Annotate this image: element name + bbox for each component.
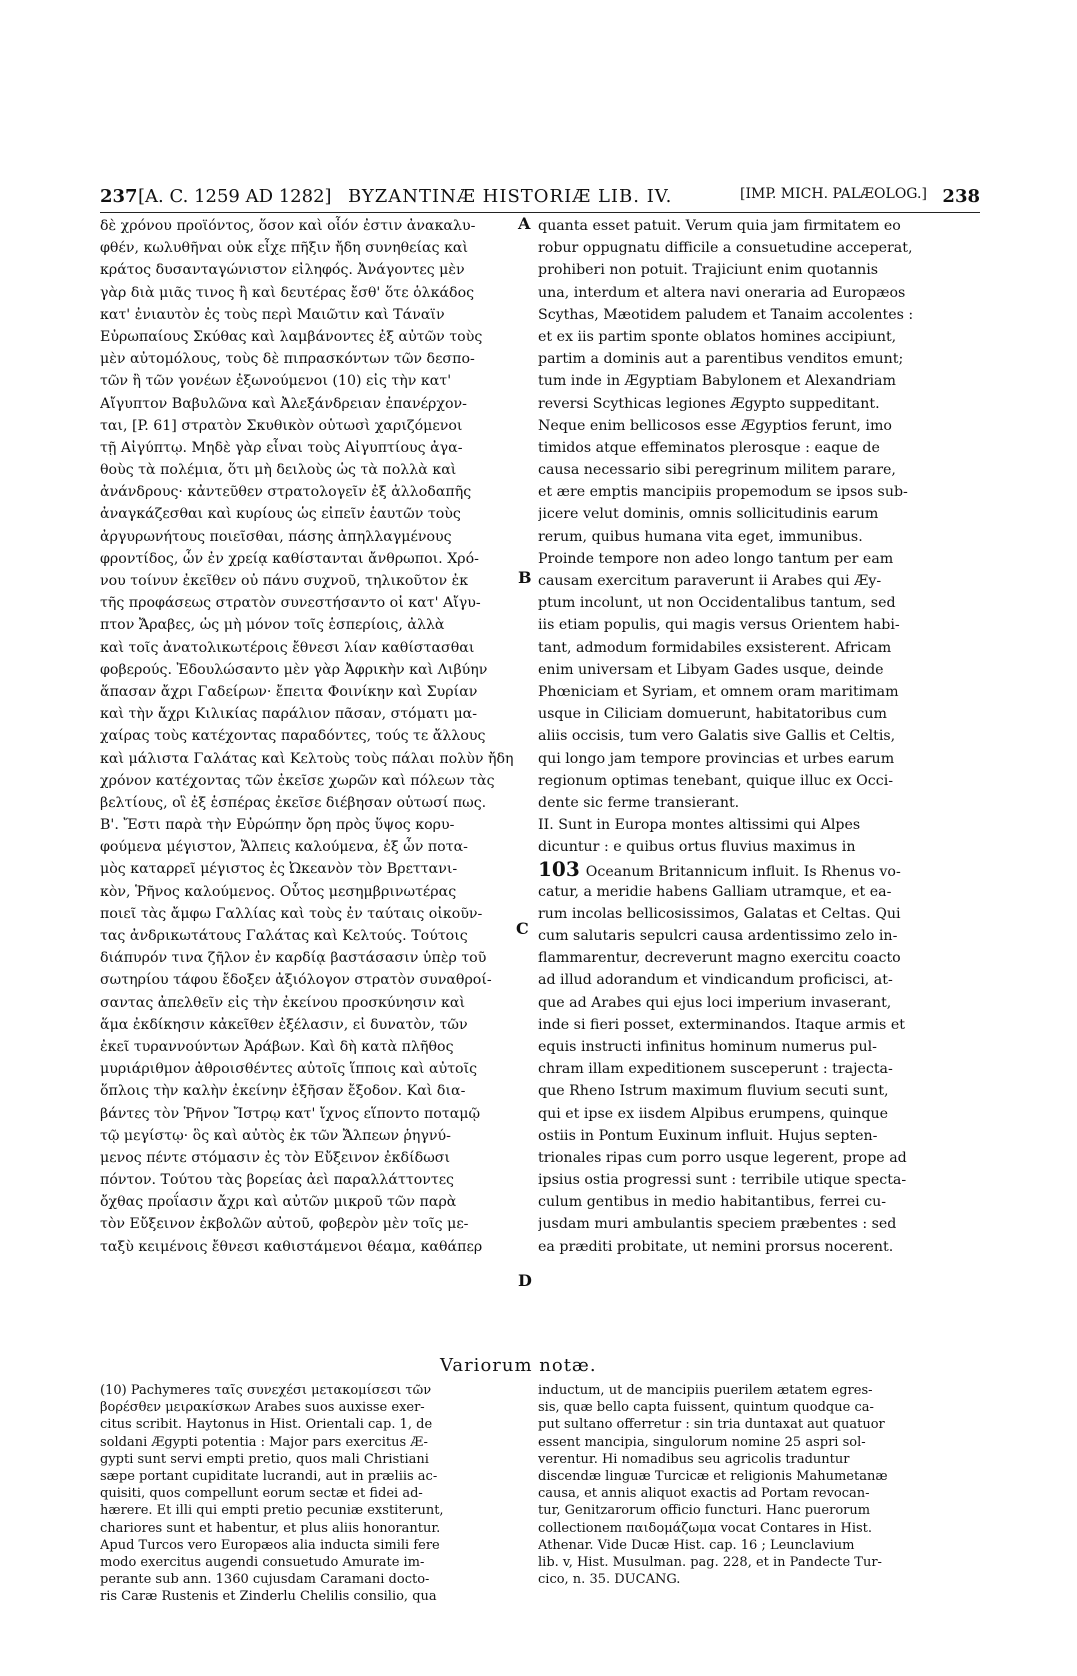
greek-text-line: τῶν ἢ τῶν γονέων ἐξωνούμενοι (10) εἰς τὴν κατ' [100, 373, 452, 390]
greek-text-line: ὄχθας προΐασιν ἄχρι καὶ αὐτῶν μικροῦ τῶν παρὰ [100, 1194, 457, 1211]
latin-text-line: jicere velut dominis, omnis sollicitudinis earum [538, 506, 879, 523]
footnote-line: inductum, ut de mancipiis puerilem ætatem egres- [538, 1383, 873, 1398]
latin-text-line: dente sic ferme transierant. [538, 794, 740, 811]
greek-text-line: χαίρας τοὺς κατέχοντας παραδόντες, τούς τε ἄλλους [100, 728, 486, 745]
running-title: BYZANTINÆ HISTORIÆ LIB. IV. [348, 186, 673, 207]
latin-text-line: chram illam expeditionem susceperunt : trajecta- [538, 1061, 893, 1078]
footnote-line: gypti sunt servi empti pretio, quos mali Christiani [100, 1451, 429, 1467]
latin-text-line: quanta esset patuit. Verum quia jam firmitatem eo [538, 218, 901, 234]
greek-text-line: νου τοίνυν ἐκεῖθεν οὐ πάνυ συχνοῦ, τηλικοῦτον ἐκ [100, 573, 469, 589]
latin-text-line: Scythas, Mæotidem paludem et Tanaim accolentes : [538, 306, 914, 323]
footnote-line: essent mancipia, singulorum nomine 25 aspri sol- [538, 1434, 866, 1450]
greek-text-line: φούμενα μέγιστον, Ἄλπεις καλούμενα, ἐξ ὧν ποτα- [100, 839, 468, 856]
margin-marker-a: A [518, 214, 531, 233]
greek-text-line: καὶ τοῖς ἀνατολικωτέροις ἔθνεσι λίαν καθίστασθαι [100, 639, 475, 656]
greek-text-line: φοβερούς. Ἐδουλώσαντο μὲν γὰρ Ἀφρικὴν καὶ Λιβύην [100, 661, 488, 678]
greek-text-line: Αἴγυπτον Βαβυλῶνα καὶ Ἀλεξάνδρειαν ἐπανέρχον- [100, 395, 467, 412]
greek-text-line: θοὺς τὰ πολέμια, ὅτι μὴ δειλοὺς ὡς τὰ πολλὰ καὶ [100, 462, 457, 479]
latin-text-line: dicuntur : e quibus ortus fluvius maximus in [538, 839, 856, 856]
margin-marker-d: D [518, 1271, 532, 1290]
emperor-label: [IMP. MICH. PALÆOLOG.] [740, 186, 927, 202]
latin-text-line: 103 Oceanum Britannicum influit. Is Rhenus vo- [538, 857, 901, 882]
latin-text-line: et ære emptis mancipiis propemodum se ipsos sub- [538, 484, 908, 501]
latin-text-line: timidos atque effeminatos plerosque : eaque de [538, 439, 880, 456]
footnote-line: perante sub ann. 1360 cujusdam Caramani docto- [100, 1572, 430, 1588]
greek-text-line: καὶ μάλιστα Γαλάτας καὶ Κελτοὺς τοὺς πάλαι πολὺν ἤδη [100, 750, 514, 767]
footnote-line: βορέσθεν μειρακίσκων Arabes suos auxisse exer- [100, 1400, 425, 1416]
latin-text-line: una, interdum et altera navi oneraria ad Europæos [538, 284, 906, 301]
footnote-line: (10) Pachymeres ταῖς συνεχέσι μετακομίσεσι τῶν [100, 1383, 432, 1398]
greek-text-line: δὲ χρόνου προϊόντος, ὅσον καὶ οἷόν ἐστιν ἀνακαλυ- [100, 218, 476, 234]
greek-text-line: ἀργυρωνήτους ποιεῖσθαι, πάσης ἀπηλλαγμένους [100, 528, 452, 545]
greek-text-line: ταξὺ κειμένοις ἔθνεσι καθιστάμενοι θέαμα, καθάπερ [100, 1238, 483, 1255]
latin-text-line: culum gentibus in medio habitantibus, ferrei cu- [538, 1194, 887, 1211]
greek-text-line: τας ἀνδρικωτάτους Γαλάτας καὶ Κελτούς. Τούτοις [100, 928, 468, 944]
greek-text-line: γὰρ διὰ μιᾶς τινος ἢ καὶ δευτέρας ἔσθ' ὅτε ὁλκάδος [100, 284, 475, 301]
latin-text-line: regionum optimas tenebant, quique illuc ex Occi- [538, 772, 894, 789]
notes-heading: Variorum notæ. [440, 1355, 597, 1376]
greek-text-line: τῇ Αἰγύπτῳ. Μηδὲ γὰρ εἶναι τοὺς Αἰγυπτίους ἀγα- [100, 439, 463, 456]
latin-text-line: qui et ipse ex iisdem Alpibus erumpens, quinque [538, 1105, 888, 1122]
latin-text-line: Neque enim bellicosos esse Ægyptios ferunt, imo [538, 417, 892, 434]
greek-text-line: μενος πέντε στόμασιν ἐς τὸν Εὔξεινον ἐκδίδωσι [100, 1149, 451, 1166]
footnote-line: modo exercitus augendi consuetudo Amurate im- [100, 1554, 425, 1570]
footnote-line: cico, n. 35. DUCANG. [538, 1572, 681, 1588]
latin-text-line: Proinde tempore non adeo longo tantum per eam [538, 550, 894, 567]
latin-text-line: robur oppugnatu difficile a consuetudine acceperat, [538, 240, 913, 257]
footnotes-right-column [538, 1382, 978, 1588]
greek-text-line: ἐκεῖ τυραννούντων Ἀράβων. Καὶ δὴ κατὰ πλῆθος [100, 1038, 454, 1055]
footnote-line: causa, et annis aliquot exactis ad Portam revocan- [538, 1486, 870, 1502]
footnote-line: chariores sunt et habentur, et plus aliis honorantur. [100, 1520, 441, 1536]
latin-text-line: tum inde in Ægyptiam Babylonem et Alexandriam [538, 373, 896, 390]
latin-text-line: jusdam muri ambulantis speciem præbentes : sed [538, 1216, 897, 1233]
greek-text-line: ἀναγκάζεσθαι καὶ κυρίους ὡς εἰπεῖν ἑαυτῶν τοὺς [100, 506, 461, 523]
greek-text-line: ἅπασαν ἄχρι Γαδείρων· ἔπειτα Φοινίκην καὶ Συρίαν [100, 683, 478, 700]
footnote-line: citus scribit. Haytonus in Hist. Orientali cap. 1, de [100, 1417, 433, 1433]
latin-text-line: cum salutaris sepulcri causa ardentissimo zelo in- [538, 928, 898, 944]
greek-text-line: καὶ τὴν ἄχρι Κιλικίας παράλιον πᾶσαν, στόματι μα- [100, 706, 478, 723]
latin-text-line: causam exercitum paraverunt ii Arabes qui Æy- [538, 573, 882, 589]
latin-text-line: II. Sunt in Europa montes altissimi qui Alpes [538, 817, 861, 834]
footnote-line: sæpe portant cupiditate lucrandi, aut in præliis ac- [100, 1468, 438, 1484]
latin-text-line: ptum incolunt, ut non Occidentalibus tantum, sed [538, 595, 896, 612]
footnote-line: Athenar. Vide Ducæ Hist. cap. 16 ; Leunclavium [538, 1537, 855, 1553]
greek-text-line: σαντας ἀπελθεῖν εἰς τὴν ἐκείνου προσκύνησιν καὶ [100, 994, 466, 1011]
footnotes-left-column [100, 1382, 525, 1605]
latin-text-line: ea præditi probitate, ut nemini prorsus nocerent. [538, 1238, 894, 1255]
greek-text-line: ἅμα ἐκδίκησιν κἀκεῖθεν ἐξέλασιν, εἰ δυνατὸν, τῶν [100, 1016, 468, 1033]
greek-text-line: τῷ μεγίστῳ· ὃς καὶ αὐτὸς ἐκ τῶν Ἄλπεων ῥηγνύ- [100, 1127, 451, 1144]
latin-text-line: trionales ripas cum porro usque legerent, prope ad [538, 1149, 907, 1166]
latin-text-line: que ad Arabes qui ejus loci imperium invaserant, [538, 994, 892, 1011]
greek-text-line: ται, [P. 61] στρατὸν Σκυθικὸν οὑτωσὶ χαριζόμενοι [100, 417, 463, 434]
latin-text-column [538, 215, 978, 1258]
latin-text-line: ostiis in Pontum Euxinum influit. Hujus septen- [538, 1127, 878, 1144]
page-number-right: 238 [942, 186, 980, 207]
footnote-line: lib. v, Hist. Musulman. pag. 228, et in Pandecte Tur- [538, 1554, 882, 1570]
greek-text-line: μυριάριθμον ἀθροισθέντες αὐτοῖς ἵπποις καὶ αὐτοῖς [100, 1061, 478, 1078]
greek-text-line: πόντον. Τούτου τὰς βορείας ἀεὶ παραλλάττοντες [100, 1172, 455, 1189]
latin-text-line: que Rheno Istrum maximum fluvium secuti sunt, [538, 1083, 889, 1100]
footnote-line: put sultano offerretur : sin tria duntaxat aut quatuor [538, 1417, 885, 1433]
latin-text-line: usque in Ciliciam domuerunt, habitatoribus cum [538, 706, 887, 723]
latin-text-line: enim universam et Libyam Gades usque, deinde [538, 661, 884, 678]
latin-text-line: ad illud adorandum et vindicandum proficisci, at- [538, 972, 893, 989]
greek-text-line: μὸς καταρρεῖ μέγιστος ἐς Ὠκεανὸν τὸν Βρεττανι- [100, 861, 458, 878]
page-number-left: 237 [100, 186, 138, 207]
greek-text-line: κὸν, Ῥῆνος καλούμενος. Οὗτος μεσημβρινωτέρας [100, 883, 457, 900]
greek-text-line: χρόνον κατέχοντας τῶν ἐκεῖσε χωρῶν καὶ πόλεων τὰς [100, 772, 495, 789]
latin-text-line: iis etiam populis, qui magis versus Orientem habi- [538, 617, 900, 634]
greek-text-line: ὅπλοις τὴν καλὴν ἐκείνην ἐξῆσαν ἔξοδον. Καὶ δια- [100, 1083, 466, 1100]
greek-text-line: τὸν Εὔξεινον ἐκβολῶν αὐτοῦ, φοβερὸν μὲν τοῖς με- [100, 1216, 469, 1233]
footnote-line: ris Caræ Rustenis et Zinderlu Chelilis consilio, qua [100, 1589, 437, 1605]
greek-text-line: βελτίους, οἳ ἐξ ἑσπέρας ἐκεῖσε διέβησαν οὑτωσί πως. [100, 794, 487, 811]
running-header [100, 184, 980, 213]
margin-marker-c: C [516, 919, 529, 938]
footnote-line: tur, Genitzarorum officio functuri. Hanc puerorum [538, 1503, 871, 1519]
footnote-line: sis, quæ bello capta fuissent, quintum quodque ca- [538, 1400, 874, 1416]
greek-text-line: τῆς προφάσεως στρατὸν συνεστήσαντο οἱ κατ' Αἴγυ- [100, 595, 481, 612]
date-range: [A. C. 1259 AD 1282] [138, 186, 332, 207]
greek-text-line: φροντίδος, ὧν ἐν χρείᾳ καθίστανται ἄνθρωποι. Χρό- [100, 550, 479, 567]
greek-text-line: μὲν αὐτομόλους, τοὺς δὲ πιπρασκόντων τῶν δεσπο- [100, 351, 475, 368]
latin-text-line: flammarentur, decreverunt magno exercitu coacto [538, 950, 901, 967]
greek-text-line: Εὐρωπαίους Σκύθας καὶ λαμβάνοντες ἐξ αὐτῶν τοὺς [100, 328, 483, 345]
greek-text-line: κατ' ἐνιαυτὸν ἐς τοὺς περὶ Μαιῶτιν καὶ Τάναϊν [100, 306, 445, 323]
latin-text-line: partim a dominis aut a parentibus venditos emunt; [538, 351, 904, 368]
section-number: 103 [538, 857, 580, 882]
latin-text-line: reversi Scythicas legiones Ægypto suppeditant. [538, 395, 880, 412]
latin-text-line: prohiberi non potuit. Trajiciunt enim quotannis [538, 262, 879, 279]
latin-text-line: qui longo jam tempore provincias et urbes earum [538, 750, 895, 767]
footnote-line: Apud Turcos vero Europæos alia inducta simili fere [100, 1537, 440, 1553]
latin-text-line: causa necessario sibi peregrinum militem parare, [538, 462, 896, 479]
greek-text-line: κράτος δυσανταγώνιστον εἰληφός. Ἀνάγοντες μὲν [100, 262, 465, 279]
latin-text-line: tant, admodum formidabiles exsisterent. Africam [538, 639, 892, 656]
latin-text-line: rerum, quibus humana vita eget, immunibus. [538, 528, 863, 545]
latin-text-line: catur, a meridie habens Galliam utramque, et ea- [538, 883, 892, 900]
latin-text-line: equis instructi infinitus hominum numerus pul- [538, 1038, 877, 1055]
latin-text-line: inde si fieri posset, exterminandos. Itaque armis et [538, 1016, 905, 1033]
latin-text-line: rum incolas bellicosissimos, Galatas et Celtas. Qui [538, 905, 901, 922]
greek-text-column [100, 215, 525, 1258]
footnote-line: collectionem παιδομάζωμα vocat Contares in Hist. [538, 1520, 873, 1536]
greek-text-line: διάπυρόν τινα ζῆλον ἐν καρδίᾳ βαστάσασιν ὑπὲρ τοῦ [100, 950, 487, 967]
latin-text-line: et ex iis partim sponte oblatos homines accipiunt, [538, 328, 897, 345]
footnote-line: quisiti, quos compellunt eorum sectæ et fidei ad- [100, 1486, 423, 1502]
latin-text-line: ipsius ostia progressi sunt : terribile utique specta- [538, 1172, 907, 1189]
footnote-line: discendæ linguæ Turcicæ et religionis Mahumetanæ [538, 1468, 888, 1484]
greek-text-line: ποιεῖ τὰς ἄμφω Γαλλίας καὶ τοὺς ἐν ταύταις οἰκοῦν- [100, 905, 483, 922]
footnote-line: verentur. Hi nomadibus seu agricolis traduntur [538, 1451, 850, 1467]
latin-text-line: aliis occisis, tum vero Galatis sive Gallis et Celtis, [538, 728, 896, 745]
greek-text-line: σωτηρίου τάφου ἔδοξεν ἀξιόλογον στρατὸν συναθροί- [100, 972, 492, 989]
latin-text-line: Phœniciam et Syriam, et omnem oram maritimam [538, 683, 899, 700]
footnote-line: soldani Ægypti potentia : Major pars exercitus Æ- [100, 1434, 428, 1450]
greek-text-line: βάντες τὸν Ῥῆνον Ἴστρῳ κατ' ἴχνος εἵποντο ποταμῷ [100, 1105, 481, 1122]
greek-text-line: ἀνάνδρους· κἀντεῦθεν στρατολογεῖν ἐξ ἀλλοδαπῆς [100, 484, 472, 501]
greek-text-line: πτον Ἄραβες, ὡς μὴ μόνον τοῖς ἑσπερίοις, ἀλλὰ [100, 617, 445, 634]
greek-text-line: φθέν, κωλυθῆναι οὐκ εἶχε πῆξιν ἤδη συνηθείας καὶ [100, 240, 469, 257]
footnote-line: hærere. Et illi qui empti pretio pecuniæ exstiterunt, [100, 1503, 444, 1519]
margin-marker-b: B [518, 568, 532, 587]
greek-text-line: Β'. Ἔστι παρὰ τὴν Εὐρώπην ὄρη πρὸς ὕψος κορυ- [100, 817, 455, 834]
